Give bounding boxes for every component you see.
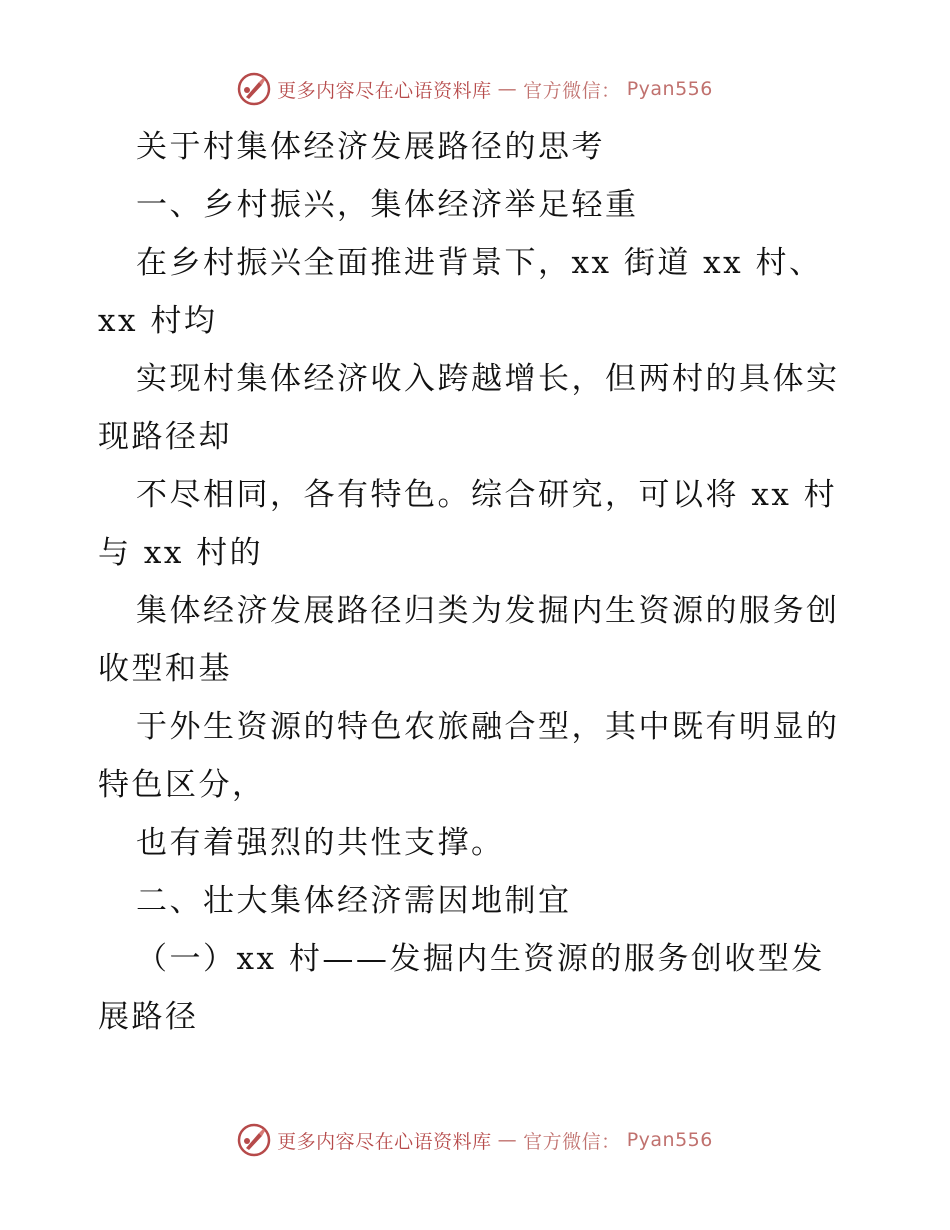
subsection-heading-cont: 展路径 (98, 999, 199, 1035)
footer-watermark (0, 1123, 950, 1157)
paragraph-line: 现路径却 (98, 419, 232, 455)
paragraph-line: 于外生资源的特色农旅融合型，其中既有明显的 (136, 709, 840, 745)
paragraph-line: 与 xx 村的 (98, 535, 264, 571)
paragraph-line: 收型和基 (98, 651, 232, 687)
paragraph-line: 也有着强烈的共性支撑。 (136, 825, 505, 861)
watermark-dash: — (497, 1129, 518, 1151)
watermark-account: Pyan556 (626, 1129, 713, 1151)
paragraph-line: xx 村均 (98, 303, 218, 339)
paragraph-line: 不尽相同，各有特色。综合研究，可以将 xx 村 (136, 477, 838, 513)
watermark-main-text: 更多内容尽在心语资料库 (277, 79, 492, 102)
header-watermark (0, 72, 950, 106)
watermark-main-text: 更多内容尽在心语资料库 (277, 1130, 492, 1153)
paragraph-line: 集体经济发展路径归类为发掘内生资源的服务创 (136, 593, 840, 629)
document-title: 关于村集体经济发展路径的思考 (136, 129, 605, 165)
paragraph-line: 实现村集体经济收入跨越增长，但两村的具体实 (136, 361, 840, 397)
watermark-sub-text: 官方微信： (523, 1130, 621, 1153)
watermark-dash: — (497, 78, 518, 100)
watermark-sub-text: 官方微信： (523, 79, 621, 102)
watermark-account: Pyan556 (626, 78, 713, 100)
subsection-heading: （一）xx 村——发掘内生资源的服务创收型发 (136, 941, 825, 977)
quill-logo-icon (237, 72, 271, 106)
paragraph-line: 特色区分， (98, 767, 266, 803)
quill-logo-icon (237, 1123, 271, 1157)
section-heading-1: 一、乡村振兴，集体经济举足轻重 (136, 187, 639, 223)
section-heading-2: 二、壮大集体经济需因地制宜 (136, 883, 572, 919)
paragraph-line: 在乡村振兴全面推进背景下，xx 街道 xx 村、 (136, 245, 823, 281)
